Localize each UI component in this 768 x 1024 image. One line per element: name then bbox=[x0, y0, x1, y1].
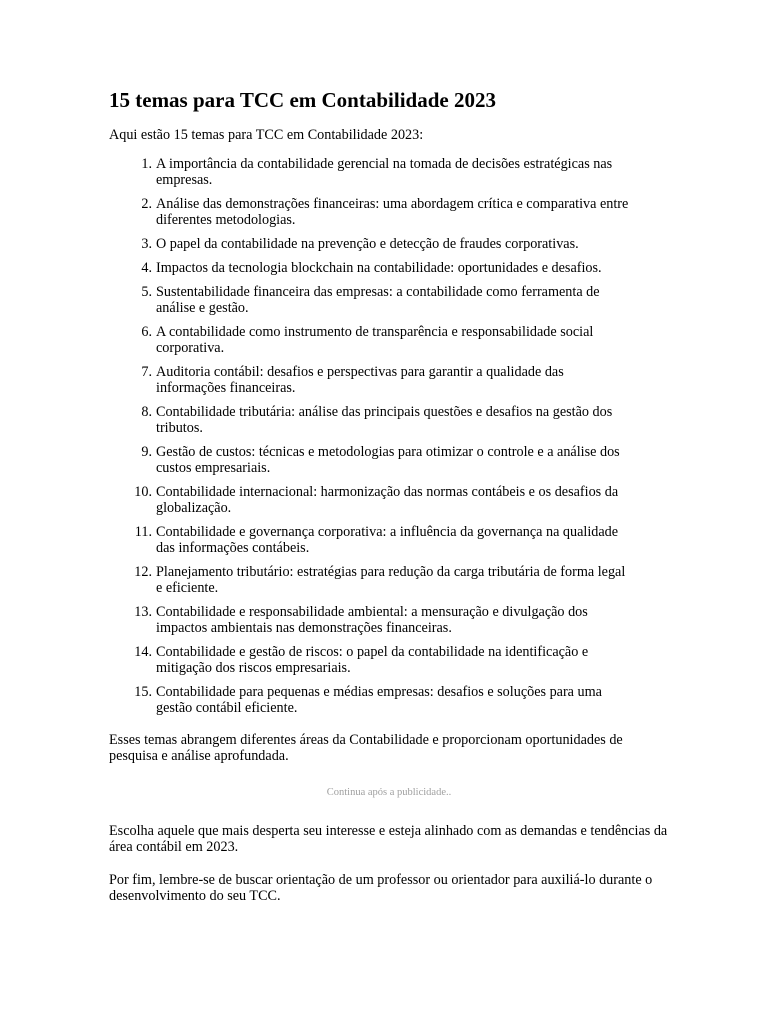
topics-list bbox=[109, 156, 629, 716]
list-item-text: Contabilidade e governança corporativa: a influência da governança na qualidade das informações contábeis. bbox=[156, 524, 619, 556]
list-item-text: Impactos da tecnologia blockchain na contabilidade: oportunidades e desafios. bbox=[156, 260, 602, 276]
list-item bbox=[109, 684, 629, 716]
article bbox=[109, 86, 669, 904]
ad-notice: Continua após a publicidade.. bbox=[326, 787, 452, 798]
list-item-text: Contabilidade para pequenas e médias empresas: desafios e soluções para uma gestão contábil eficiente. bbox=[156, 684, 602, 716]
summary-paragraph: Esses temas abrangem diferentes áreas da Contabilidade e proporcionam oportunidades de pesquisa e análise aprofundada. bbox=[109, 732, 623, 764]
list-item-number: 2. bbox=[141, 196, 152, 212]
list-item-number: 9. bbox=[141, 444, 152, 460]
article-intro: Aqui estão 15 temas para TCC em Contabilidade 2023: bbox=[109, 127, 424, 143]
list-item-text: Sustentabilidade financeira das empresas: a contabilidade como ferramenta de análise e gestão. bbox=[156, 284, 600, 316]
list-item bbox=[109, 564, 629, 596]
list-item-number: 8. bbox=[141, 404, 152, 420]
list-item-number: 13. bbox=[134, 604, 152, 620]
list-item-text: Contabilidade internacional: harmonização das normas contábeis e os desafios da globalização. bbox=[156, 484, 619, 516]
list-item-number: 14. bbox=[134, 644, 152, 660]
list-item bbox=[109, 604, 629, 636]
list-item-number: 4. bbox=[141, 260, 152, 276]
list-item bbox=[109, 324, 629, 356]
list-item-text: Análise das demonstrações financeiras: uma abordagem crítica e comparativa entre diferentes metodologias. bbox=[156, 196, 629, 228]
list-item-text: Contabilidade e gestão de riscos: o papel da contabilidade na identificação e mitigação dos riscos empresariais. bbox=[156, 644, 589, 676]
list-item-text: Planejamento tributário: estratégias para redução da carga tributária de forma legal e eficiente. bbox=[156, 564, 626, 596]
list-item bbox=[109, 524, 629, 556]
list-item bbox=[109, 196, 629, 228]
list-item-number: 1. bbox=[141, 156, 152, 172]
list-item bbox=[109, 364, 629, 396]
list-item bbox=[109, 444, 629, 476]
list-item bbox=[109, 156, 629, 188]
list-item-text: A importância da contabilidade gerencial na tomada de decisões estratégicas nas empresas. bbox=[156, 156, 613, 188]
list-item-number: 12. bbox=[134, 564, 152, 580]
list-item bbox=[109, 484, 629, 516]
list-item-text: A contabilidade como instrumento de transparência e responsabilidade social corporativa. bbox=[156, 324, 594, 356]
list-item bbox=[109, 644, 629, 676]
list-item bbox=[109, 260, 629, 276]
list-item-number: 10. bbox=[134, 484, 152, 500]
list-item-number: 11. bbox=[134, 524, 152, 540]
list-item-number: 7. bbox=[141, 364, 152, 380]
list-item-text: Auditoria contábil: desafios e perspectivas para garantir a qualidade das informações financeiras. bbox=[156, 364, 564, 396]
list-item-number: 6. bbox=[141, 324, 152, 340]
closing-paragraph: Por fim, lembre-se de buscar orientação de um professor ou orientador para auxiliá-lo durante o desenvolvimento do seu TCC. bbox=[109, 872, 653, 904]
list-item-text: Gestão de custos: técnicas e metodologias para otimizar o controle e a análise dos custos empresariais. bbox=[156, 444, 620, 476]
list-item bbox=[109, 404, 629, 436]
list-item-text: Contabilidade e responsabilidade ambiental: a mensuração e divulgação dos impactos ambientais nas demonstrações financeiras. bbox=[156, 604, 588, 636]
choose-paragraph: Escolha aquele que mais desperta seu interesse e esteja alinhado com as demandas e tendências da área contábil em 2023. bbox=[109, 823, 668, 855]
list-item-text: Contabilidade tributária: análise das principais questões e desafios na gestão dos tributos. bbox=[156, 404, 613, 436]
list-item-text: O papel da contabilidade na prevenção e detecção de fraudes corporativas. bbox=[156, 236, 579, 252]
list-item-number: 5. bbox=[141, 284, 152, 300]
list-item bbox=[109, 236, 629, 252]
article-title: 15 temas para TCC em Contabilidade 2023 bbox=[109, 88, 496, 112]
list-item-number: 3. bbox=[141, 236, 152, 252]
list-item bbox=[109, 284, 629, 316]
list-item-number: 15. bbox=[134, 684, 152, 700]
